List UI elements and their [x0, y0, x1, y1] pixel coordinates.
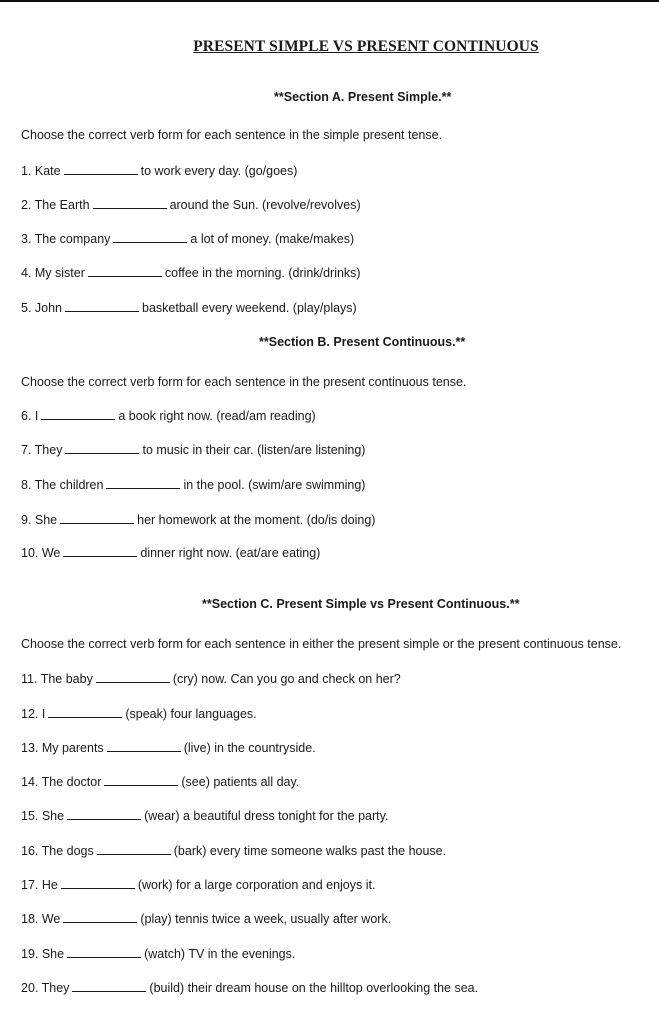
- question-item: [21, 477, 365, 492]
- question-item: [21, 706, 257, 721]
- question-suffix: to music in their car. (listen/are listening): [142, 443, 366, 457]
- answer-blank[interactable]: [48, 706, 122, 718]
- question-item: [21, 197, 361, 212]
- answer-blank[interactable]: [41, 408, 115, 420]
- question-suffix: (speak) four languages.: [125, 707, 257, 721]
- question-prefix: 10. We: [21, 546, 61, 560]
- question-suffix: (bark) every time someone walks past the house.: [173, 844, 447, 858]
- question-suffix: (cry) now. Can you go and check on her?: [172, 672, 401, 686]
- question-prefix: 15. She: [21, 809, 65, 823]
- question-item: [21, 843, 446, 858]
- question-prefix: 20. They: [21, 981, 70, 995]
- answer-blank[interactable]: [64, 163, 138, 175]
- question-prefix: 17. He: [21, 878, 58, 892]
- question-item: [21, 774, 299, 789]
- worksheet-title: PRESENT SIMPLE VS PRESENT CONTINUOUS: [193, 38, 539, 55]
- question-prefix: 11. The baby: [21, 672, 93, 686]
- question-item: [21, 545, 320, 560]
- section-a-heading: **Section A. Present Simple.**: [274, 90, 452, 104]
- question-item: [21, 442, 365, 457]
- question-suffix: (play) tennis twice a week, usually after work.: [140, 912, 392, 926]
- question-item: [21, 946, 295, 961]
- answer-blank[interactable]: [113, 231, 187, 243]
- answer-blank[interactable]: [63, 545, 137, 557]
- question-suffix: (watch) TV in the evenings.: [144, 947, 296, 961]
- question-suffix: coffee in the morning. (drink/drinks): [164, 266, 361, 280]
- answer-blank[interactable]: [60, 512, 134, 524]
- answer-blank[interactable]: [93, 197, 167, 209]
- answer-blank[interactable]: [97, 843, 171, 855]
- question-item: [21, 877, 375, 892]
- question-suffix: a book right now. (read/am reading): [118, 409, 316, 423]
- question-prefix: 16. The dogs: [21, 844, 94, 858]
- question-suffix: to work every day. (go/goes): [140, 164, 298, 178]
- section-c-heading: **Section C. Present Simple vs Present Continuous.**: [202, 597, 520, 611]
- question-suffix: her homework at the moment. (do/is doing): [137, 513, 376, 527]
- question-suffix: in the pool. (swim/are swimming): [183, 478, 366, 492]
- question-item: [21, 671, 401, 686]
- question-item: [21, 265, 361, 280]
- question-suffix: dinner right now. (eat/are eating): [140, 546, 321, 560]
- answer-blank[interactable]: [67, 808, 141, 820]
- section-b-instruction: Choose the correct verb form for each sentence in the present continuous tense.: [21, 375, 467, 389]
- question-item: [21, 980, 478, 995]
- section-b-heading: **Section B. Present Continuous.**: [259, 335, 466, 349]
- question-item: [21, 740, 316, 755]
- question-suffix: (live) in the countryside.: [183, 741, 316, 755]
- top-border-line: [0, 0, 659, 2]
- question-prefix: 4. My sister: [21, 266, 85, 280]
- question-prefix: 6. I: [21, 409, 39, 423]
- answer-blank[interactable]: [65, 300, 139, 312]
- question-suffix: around the Sun. (revolve/revolves): [169, 198, 361, 212]
- answer-blank[interactable]: [67, 946, 141, 958]
- answer-blank[interactable]: [65, 442, 139, 454]
- question-prefix: 14. The doctor: [21, 775, 102, 789]
- question-item: [21, 808, 388, 823]
- question-item: [21, 231, 354, 246]
- answer-blank[interactable]: [106, 477, 180, 489]
- answer-blank[interactable]: [63, 911, 137, 923]
- question-prefix: 5. John: [21, 301, 63, 315]
- answer-blank[interactable]: [61, 877, 135, 889]
- question-prefix: 19. She: [21, 947, 65, 961]
- question-prefix: 18. We: [21, 912, 61, 926]
- question-suffix: basketball every weekend. (play/plays): [142, 301, 357, 315]
- question-item: [21, 408, 316, 423]
- question-suffix: a lot of money. (make/makes): [190, 232, 355, 246]
- answer-blank[interactable]: [104, 774, 178, 786]
- question-suffix: (see) patients all day.: [181, 775, 300, 789]
- question-item: [21, 300, 357, 315]
- answer-blank[interactable]: [88, 265, 162, 277]
- section-a-instruction: Choose the correct verb form for each sentence in the simple present tense.: [21, 128, 443, 142]
- question-suffix: (wear) a beautiful dress tonight for the party.: [144, 809, 389, 823]
- question-item: [21, 163, 297, 178]
- answer-blank[interactable]: [72, 980, 146, 992]
- section-c-instruction: Choose the correct verb form for each sentence in either the present simple or the present continuous tense.: [21, 637, 622, 651]
- answer-blank[interactable]: [107, 740, 181, 752]
- question-prefix: 13. My parents: [21, 741, 104, 755]
- question-prefix: 8. The children: [21, 478, 104, 492]
- question-prefix: 7. They: [21, 443, 63, 457]
- answer-blank[interactable]: [96, 671, 170, 683]
- question-prefix: 3. The company: [21, 232, 111, 246]
- question-suffix: (build) their dream house on the hilltop overlooking the sea.: [149, 981, 479, 995]
- question-suffix: (work) for a large corporation and enjoys it.: [137, 878, 376, 892]
- question-item: [21, 512, 375, 527]
- question-prefix: 2. The Earth: [21, 198, 90, 212]
- question-prefix: 12. I: [21, 707, 46, 721]
- question-item: [21, 911, 391, 926]
- question-prefix: 9. She: [21, 513, 58, 527]
- question-prefix: 1. Kate: [21, 164, 61, 178]
